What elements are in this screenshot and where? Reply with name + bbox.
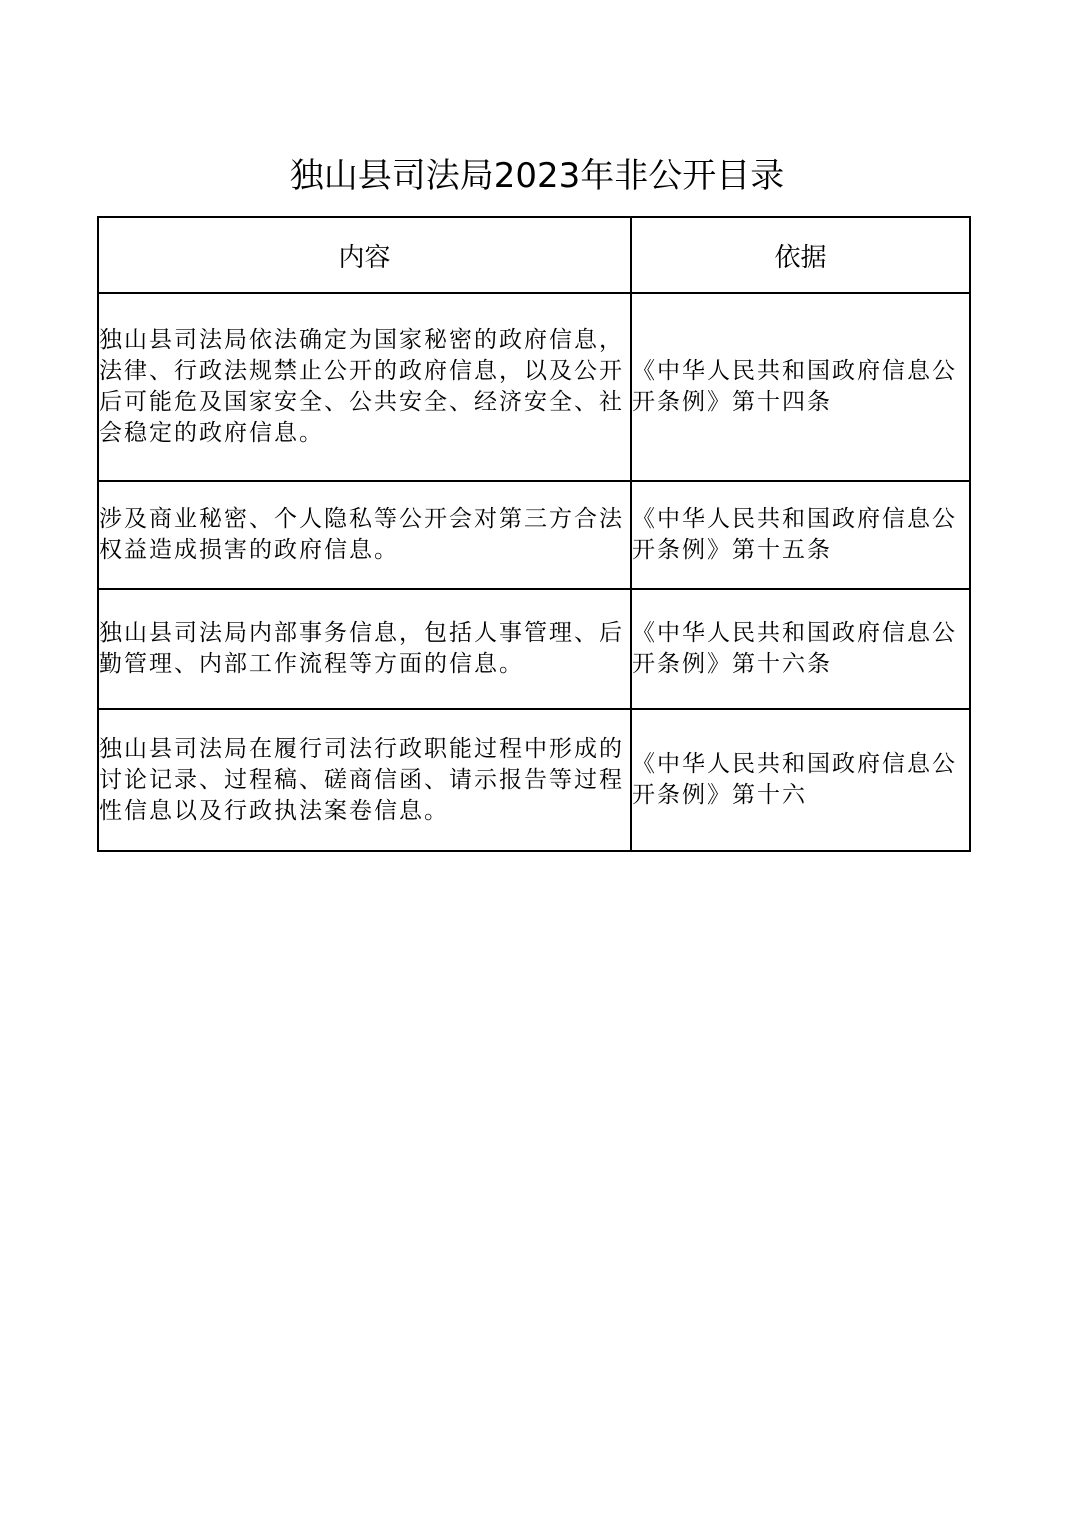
- page-title: 独山县司法局2023年非公开目录: [289, 156, 785, 196]
- row-basis-cell: 《中华人民共和国政府信息公开条例》第十四条: [631, 293, 970, 481]
- row-basis-cell: 《中华人民共和国政府信息公开条例》第十五条: [631, 481, 970, 589]
- row-content-cell: 独山县司法局内部事务信息，包括人事管理、后勤管理、内部工作流程等方面的信息。: [98, 589, 631, 709]
- row-content-cell: 独山县司法局依法确定为国家秘密的政府信息，法律、行政法规禁止公开的政府信息，以及公开后可能危及国家安全、公共安全、经济安全、社会稳定的政府信息。: [98, 293, 631, 481]
- table-row: [98, 481, 970, 589]
- header-basis: 依据: [631, 217, 970, 293]
- table-row: [98, 589, 970, 709]
- row-basis-cell: 《中华人民共和国政府信息公开条例》第十六: [631, 709, 970, 851]
- row-content-cell: 涉及商业秘密、个人隐私等公开会对第三方合法权益造成损害的政府信息。: [98, 481, 631, 589]
- row-basis-cell: 《中华人民共和国政府信息公开条例》第十六条: [631, 589, 970, 709]
- non-public-catalog-table: [97, 216, 971, 852]
- table-header-row: [98, 217, 970, 293]
- table-row: [98, 293, 970, 481]
- header-content: 内容: [98, 217, 631, 293]
- row-content-cell: 独山县司法局在履行司法行政职能过程中形成的讨论记录、过程稿、磋商信函、请示报告等过程性信息以及行政执法案卷信息。: [98, 709, 631, 851]
- table-row: [98, 709, 970, 851]
